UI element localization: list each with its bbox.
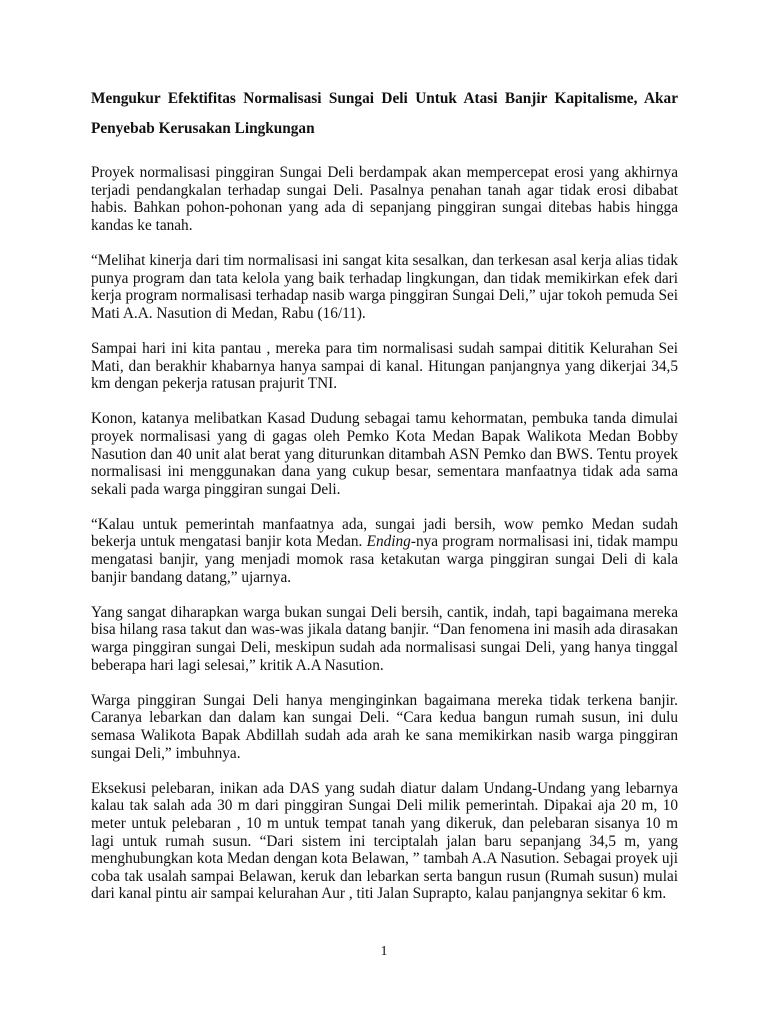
- document-body: [91, 84, 678, 921]
- paragraph-3: Sampai hari ini kita pantau , mereka para tim normalisasi sudah sampai dititik Kelurahan Sei Mati, dan berakhir khabarnya hanya sampai di kanal. Hitungan panjangnya yang dikerjai 34,5 km dengan pekerja ratusan prajurit TNI.: [91, 339, 678, 393]
- paragraph-5-start: “Kalau untuk pemerintah manfaatnya ada, sungai jadi bersih, wow pemko Medan sudah bekerja untuk mengatasi banjir kota Medan.: [91, 515, 678, 551]
- paragraph-6: Yang sangat diharapkan warga bukan sungai Deli bersih, cantik, indah, tapi bagaimana mereka bisa hilang rasa takut dan was-was jikala datang banjir. “Dan fenomena ini masih ada dirasakan warga pinggiran sungai Deli, meskipun sudah ada normalisasi sungai Deli, yang hanya tinggal beberapa hari lagi selesai,” kritik A.A Nasution.: [91, 603, 678, 674]
- paragraph-7: Warga pinggiran Sungai Deli hanya menginginkan bagaimana mereka tidak terkena banjir. Caranya lebarkan dan dalam kan sungai Deli. “Cara kedua bangun rumah susun, ini dulu semasa Walikota Bapak Abdillah sudah ada arah ke sana memikirkan nasib warga pinggiran sungai Deli,” imbuhnya.: [91, 691, 678, 762]
- paragraph-1: Proyek normalisasi pinggiran Sungai Deli berdampak akan mempercepat erosi yang akhirnya terjadi pendangkalan terhadap sungai Deli. Pasalnya penahan tanah agar tidak erosi dibabat habis. Bahkan pohon-pohonan yang ada di sepanjang pinggiran sungai ditebas habis hingga kandas ke tanah.: [91, 164, 678, 234]
- paragraph-5-italic: Ending: [366, 533, 411, 551]
- paragraph-8: Eksekusi pelebaran, inikan ada DAS yang sudah diatur dalam Undang-Undang yang lebarnya kalau tak salah ada 30 m dari pinggiran Sungai Deli milik pemerintah. Dipakai aja 20 m, 10 meter untuk pelebaran , 10 m untuk tempat tanah yang dikeruk, dan pelebaran sisanya 10 m lagi untuk rumah susun. “Dari sistem ini terciptalah jalan baru sepanjang 34,5 m, yang menghubungkan kota Medan dengan kota Belawan, ” tambah A.A Nasution. Sebagai proyek uji coba tak usalah sampai Belawan, keruk dan lebarkan serta bangun rusun (Rumah susun) mulai dari kanal pintu air sampai kelurahan Aur , titi Jalan Suprapto, kalau panjangnya sekitar 6 km.: [91, 779, 678, 903]
- document-title: Mengukur Efektifitas Normalisasi Sungai Deli Untuk Atasi Banjir Kapitalisme, Akar Penyebab Kerusakan Lingkungan: [91, 90, 678, 137]
- paragraph-2: “Melihat kinerja dari tim normalisasi ini sangat kita sesalkan, dan terkesan asal kerja alias tidak punya program dan tata kelola yang baik terhadap lingkungan, dan tidak memikirkan efek dari kerja program normalisasi terhadap nasib warga pinggiran Sungai Deli,” ujar tokoh pemuda Sei Mati A.A. Nasution di Medan, Rabu (16/11).: [91, 251, 678, 322]
- paragraph-4: Konon, katanya melibatkan Kasad Dudung sebagai tamu kehormatan, pembuka tanda dimulai proyek normalisasi yang di gagas oleh Pemko Kota Medan Bapak Walikota Medan Bobby Nasution dan 40 unit alat berat yang diturunkan ditambah ASN Pemko dan BWS. Tentu proyek normalisasi ini menggunakan dana yang cukup besar, sementara manfaatnya tidak ada sama sekali pada warga pinggiran sungai Deli.: [91, 410, 678, 498]
- paragraph-5-end: -nya program normalisasi ini, tidak mampu mengatasi banjir, yang menjadi momok rasa ketakutan warga pinggiran sungai Deli di kala banjir bandang datang,” ujarnya.: [91, 533, 679, 586]
- page-number: 1: [380, 944, 388, 959]
- paragraph-5: [91, 516, 678, 586]
